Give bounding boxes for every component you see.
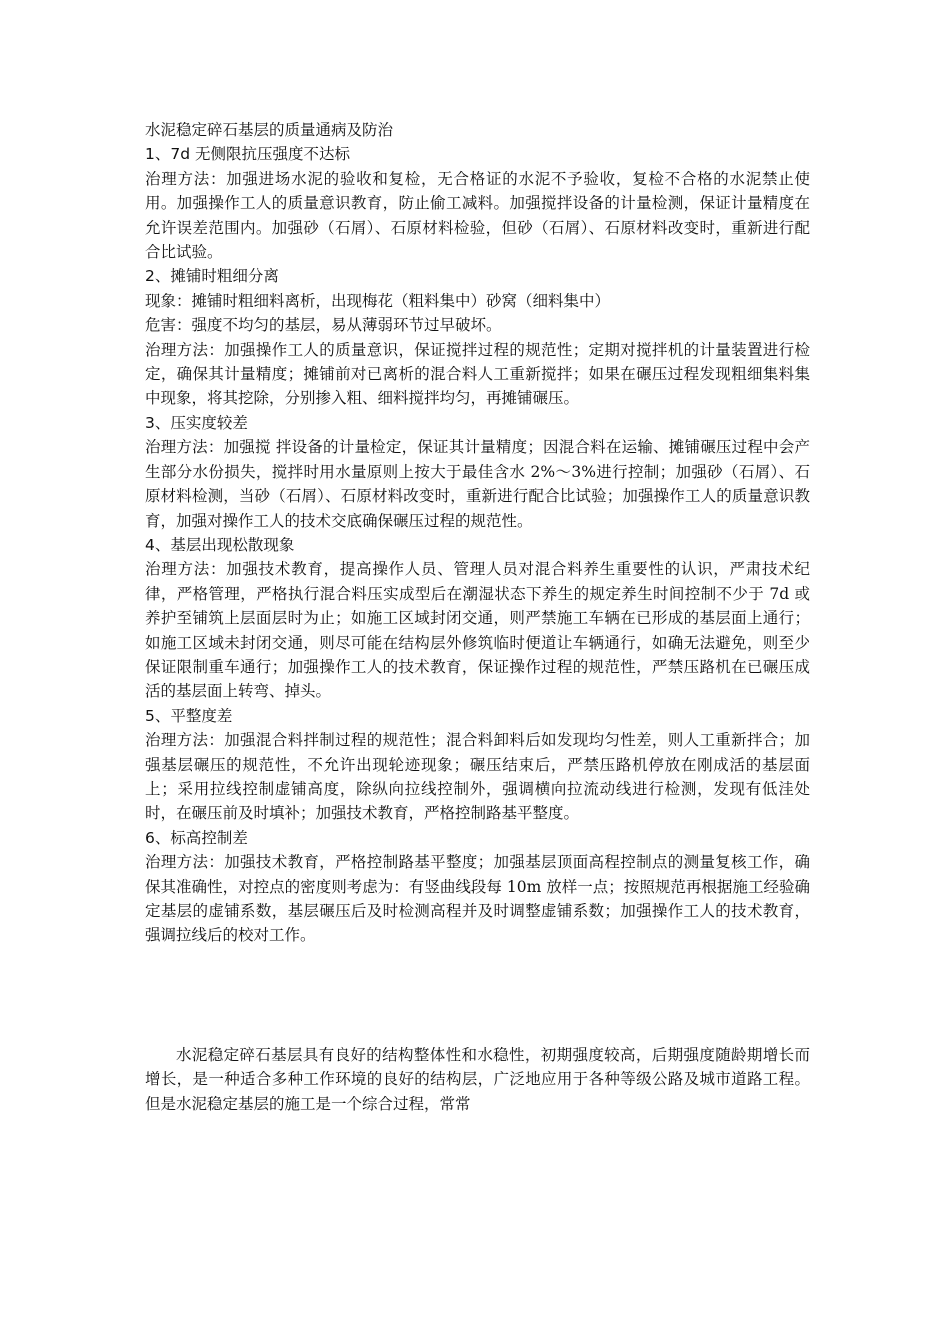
section-paragraph: 治理方法：加强技术教育，提高操作人员、管理人员对混合料养生重要性的认识，严肃技术纪律，严格管理，严格执行混合料压实成型后在潮湿状态下养生的规定养生时间控制不少于 7d 或养护至铺筑上层面层时为止；如施工区域封闭交通，则严禁施工车辆在已形成的基层面上通行；如施工区域未封闭交通，则尽可能在结构层外修筑临时便道让车辆通行，如确无法避免，则至少保证限制重车通行；加强操作工人的技术教育，保证操作过程的规范性，严禁压路机在已碾压成活的基层面上转弯、掉头。 [145, 560, 810, 701]
blank-spacer [145, 948, 810, 1043]
section-paragraph: 治理方法：加强操作工人的质量意识，保证搅拌过程的规范性；定期对搅拌机的计量装置进行检定，确保其计量精度；摊铺前对已离析的混合料人工重新搅拌；如果在碾压过程发现粗细集料集中现象，将其挖除，分别掺入粗、细料搅拌均匀，再摊铺碾压。 [145, 340, 810, 408]
section-heading: 5、平整度差 [145, 706, 233, 725]
section-heading: 2、摊铺时粗细分离 [145, 267, 279, 286]
section-paragraph: 危害：强度不均匀的基层，易从薄弱环节过早破坏。 [145, 316, 502, 335]
section-heading: 3、压实度较差 [145, 413, 248, 432]
section-heading: 6、标高控制差 [145, 828, 248, 847]
section-paragraph: 现象：摊铺时粗细料离析，出现梅花（粗料集中）砂窝（细料集中） [145, 291, 611, 310]
section-paragraph: 治理方法：加强混合料拌制过程的规范性；混合料卸料后如发现均匀性差，则人工重新拌合；加强基层碾压的规范性，不允许出现轮迹现象；碾压结束后，严禁压路机停放在刚成活的基层面上；采用拉线控制虚铺高度，除纵向拉线控制外，强调横向拉流动线进行检测，发现有低洼处时，在碾压前及时填补；加强技术教育，严格控制路基平整度。 [145, 731, 810, 823]
section-heading: 1、7d 无侧限抗压强度不达标 [145, 145, 350, 164]
section-paragraph: 治理方法：加强进场水泥的验收和复检，无合格证的水泥不予验收，复检不合格的水泥禁止使用。加强操作工人的质量意识教育，防止偷工减料。加强搅拌设备的计量检测，保证计量精度在允许误差范围内。加强砂（石屑）、石原材料检验，但砂（石屑）、石原材料改变时，重新进行配合比试验。 [145, 169, 810, 262]
section-paragraph: 治理方法：加强搅 拌设备的计量检定，保证其计量精度；因混合料在运输、摊铺碾压过程中会产生部分水份损失，搅拌时用水量原则上按大于最佳含水 2%～3%进行控制；加强砂（石屑）、石原材料检测，当砂（石屑）、石原材料改变时，重新进行配合比试验；加强操作工人的质量意识教育，加强对操作工人的技术交底确保碾压过程的规范性。 [145, 438, 810, 530]
section-heading: 4、基层出现松散现象 [145, 535, 295, 554]
document-page [145, 118, 810, 1116]
section-paragraph: 治理方法：加强技术教育，严格控制路基平整度；加强基层顶面高程控制点的测量复核工作，确保其准确性，对控点的密度则考虑为：有竖曲线段每 10m 放样一点；按照规范再根据施工经验确定基层的虚铺系数，基层碾压后及时检测高程并及时调整虚铺系数；加强操作工人的技术教育，强调拉线后的校对工作。 [145, 853, 810, 945]
closing-paragraph: 水泥稳定碎石基层具有良好的结构整体性和水稳性，初期强度较高，后期强度随龄期增长而增长，是一种适合多种工作环境的良好的结构层，广泛地应用于各种等级公路及城市道路工程。但是水泥稳定基层的施工是一个综合过程，常常 [145, 1045, 810, 1113]
document-title: 水泥稳定碎石基层的质量通病及防治 [145, 121, 394, 139]
